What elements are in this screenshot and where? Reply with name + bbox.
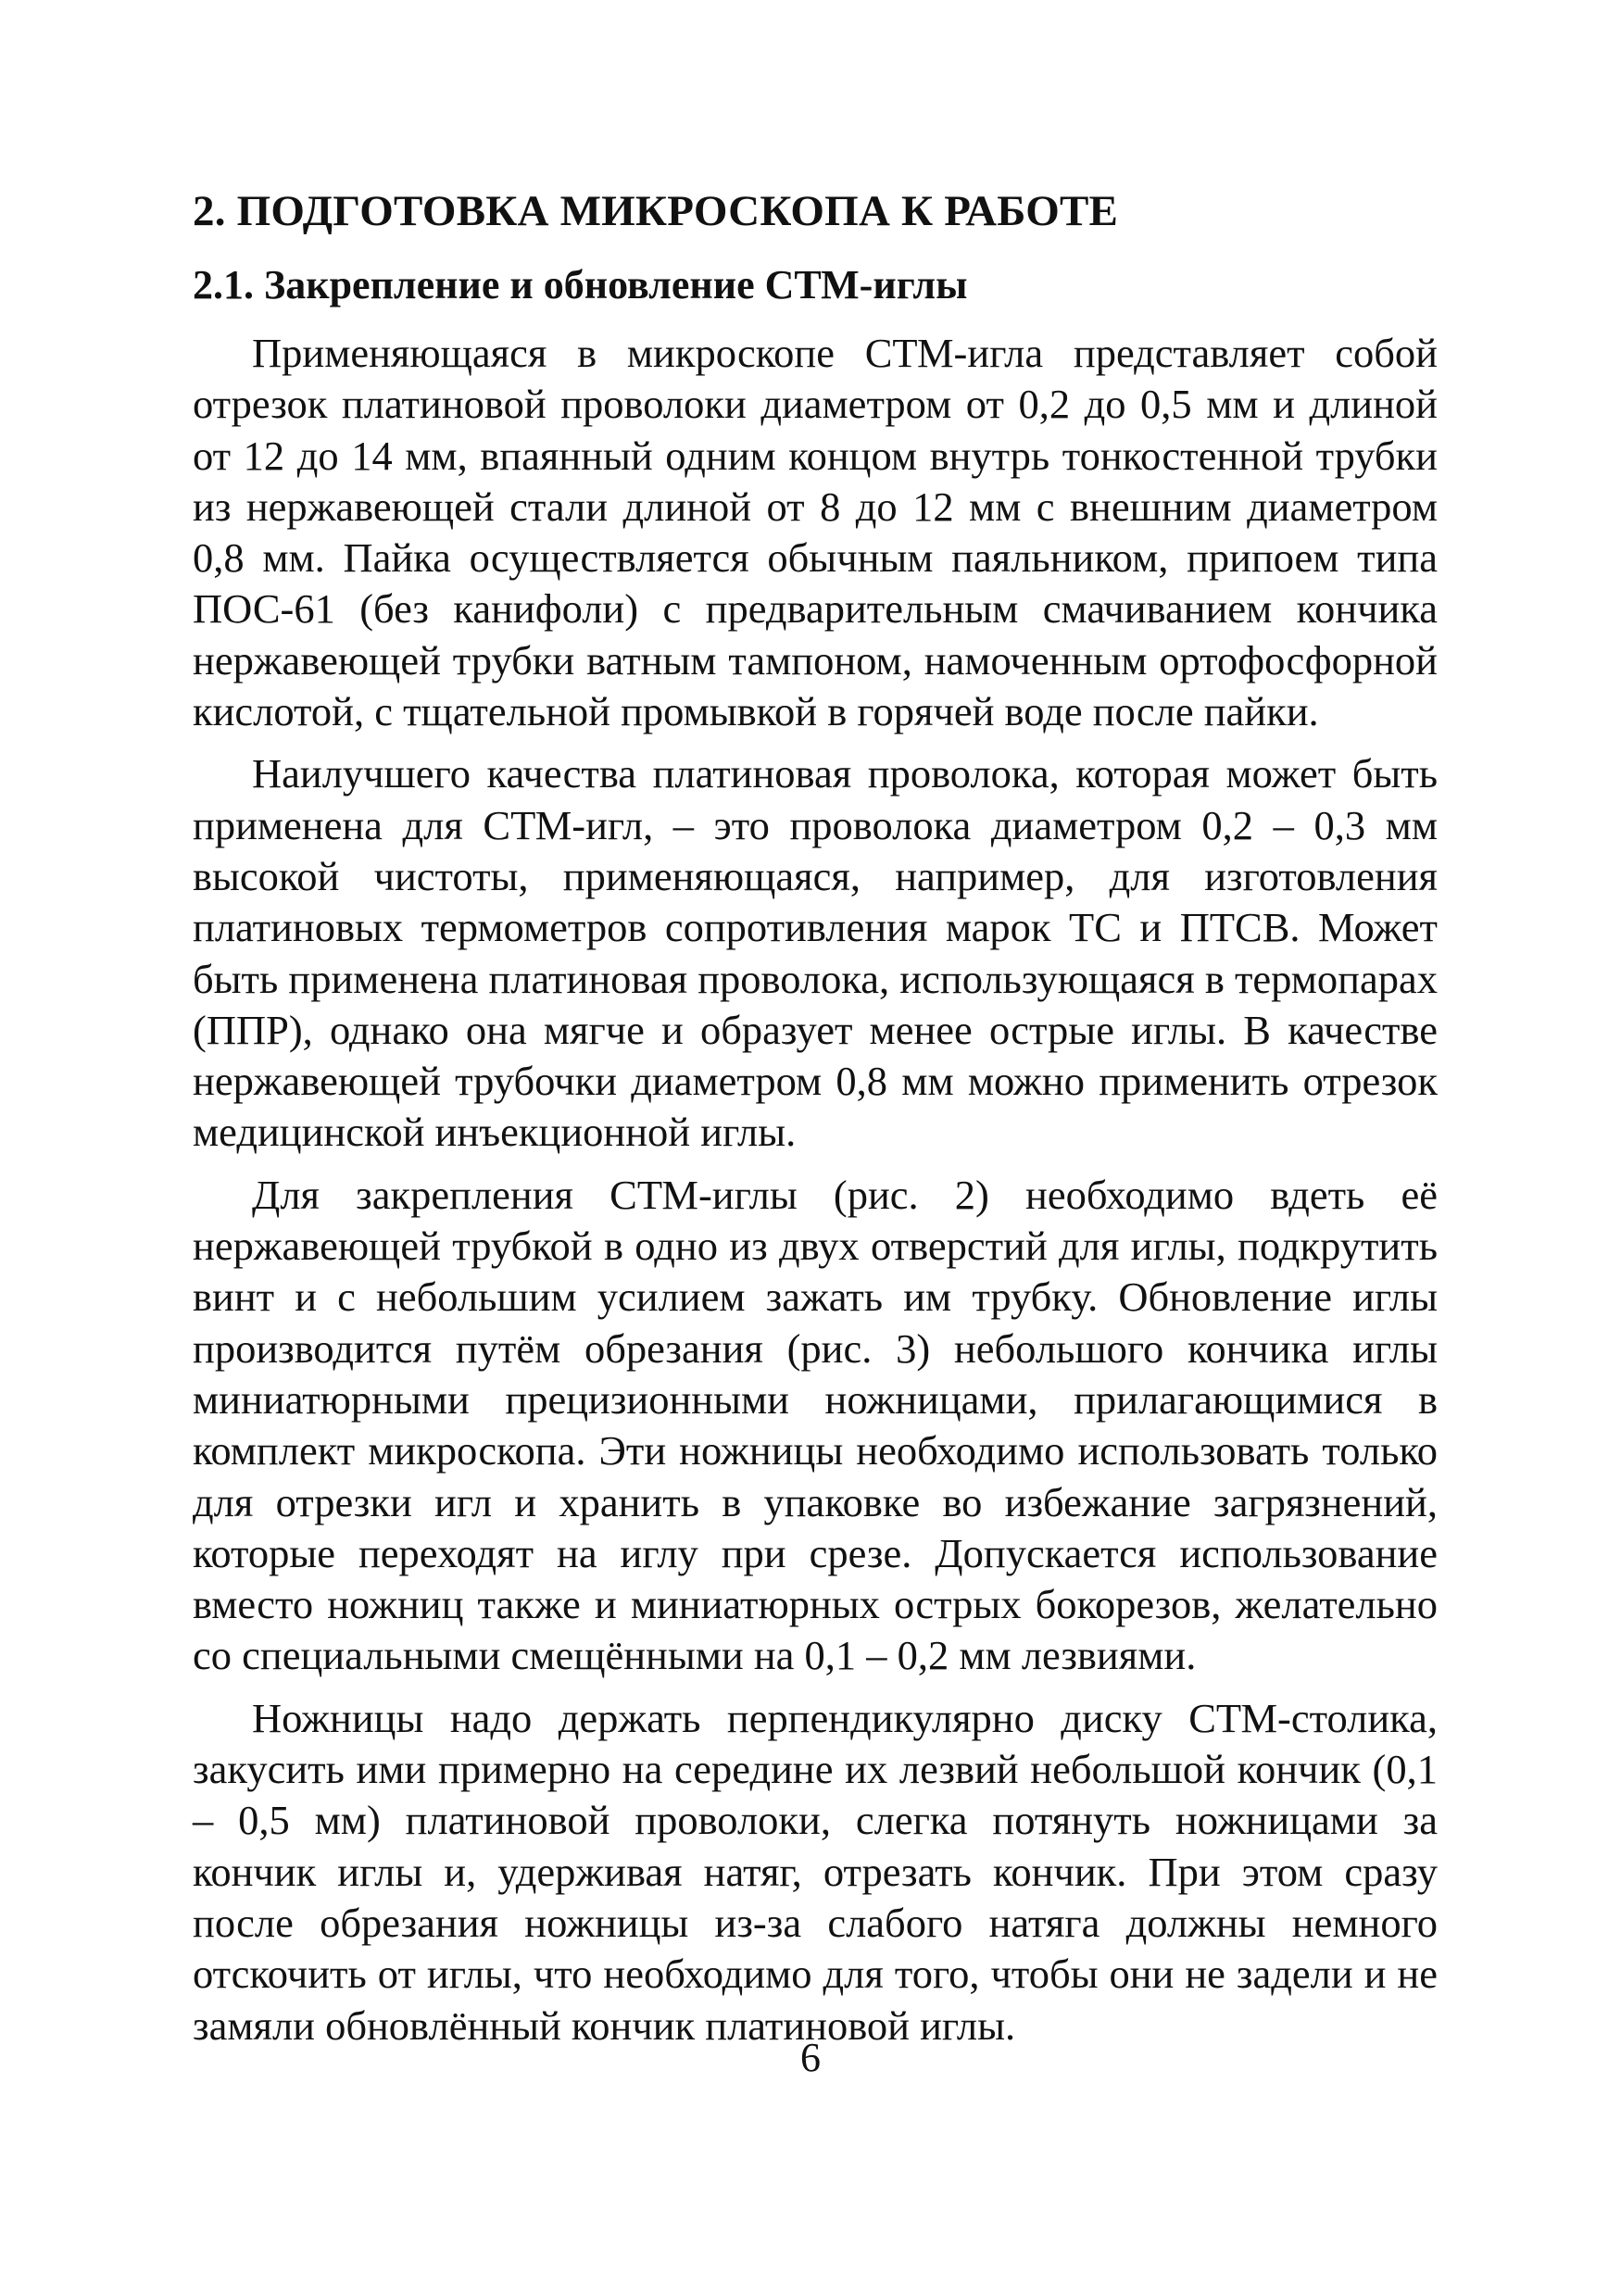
- paragraph-needle-mounting: Для закрепления СТМ-иглы (рис. 2) необходимо вдеть её нержавеющей трубкой в одно из двух отверстий для иглы, подкрутить винт и с небольшим усилием зажать им трубку. Обновление иглы производится путём обрезания (рис. 3) небольшого кончика иглы миниатюрными прецизионными ножницами, прилагающимися в комплект микроскопа. Эти ножницы необходимо использовать только для отрезки игл и хранить в упаковке во избежание загрязнений, которые переходят на иглу при срезе. Допускается использование вместо ножниц также и миниатюрных острых бокорезов, желательно со специальными смещёнными на 0,1 – 0,2 мм лезвиями.: [193, 1171, 1438, 1679]
- chapter-heading: 2. ПОДГОТОВКА МИКРОСКОПА К РАБОТЕ: [193, 187, 1119, 235]
- page-number: 6: [800, 2035, 821, 2080]
- paragraph-wire-quality: Наилучшего качества платиновая проволока, которая может быть применена для СТМ-игл, – это проволока диаметром 0,2 – 0,3 мм высокой чистоты, применяющаяся, например, для изготовления платиновых термометров сопротивления марок ТС и ПТСВ. Может быть применена платиновая проволока, использующаяся в термопарах (ППР), однако она мягче и образует менее острые иглы. В качестве нержавеющей трубочки диаметром 0,8 мм можно применить отрезок медицинской инъекционной иглы.: [193, 750, 1438, 1156]
- section-heading: 2.1. Закрепление и обновление СТМ-иглы: [193, 262, 968, 307]
- paragraph-needle-description: Применяющаяся в микроскопе СТМ-игла представляет собой отрезок платиновой проволоки диаметром от 0,2 до 0,5 мм и длиной от 12 до 14 мм, впаянный одним концом внутрь тонкостенной трубки из нержавеющей стали длиной от 8 до 12 мм с внешним диаметром 0,8 мм. Пайка осуществляется обычным паяльником, припоем типа ПОС-61 (без канифоли) с предварительным смачиванием кончика нержавеющей трубки ватным тампоном, намоченным ортофосфорной кислотой, с тщательной промывкой в горячей воде после пайки.: [193, 330, 1438, 735]
- paragraph-cutting-procedure: Ножницы надо держать перпендикулярно диску СТМ-столика, закусить ими примерно на середине их лезвий небольшой кончик (0,1 – 0,5 мм) платиновой проволоки, слегка потянуть ножницами за кончик иглы и, удерживая натяг, отрезать кончик. При этом сразу после обрезания ножницы из-за слабого натяга должны немного отскочить от иглы, что необходимо для того, чтобы они не задели и не замяли обновлённый кончик платиновой иглы.: [193, 1694, 1438, 2049]
- page-body: [193, 185, 1438, 2063]
